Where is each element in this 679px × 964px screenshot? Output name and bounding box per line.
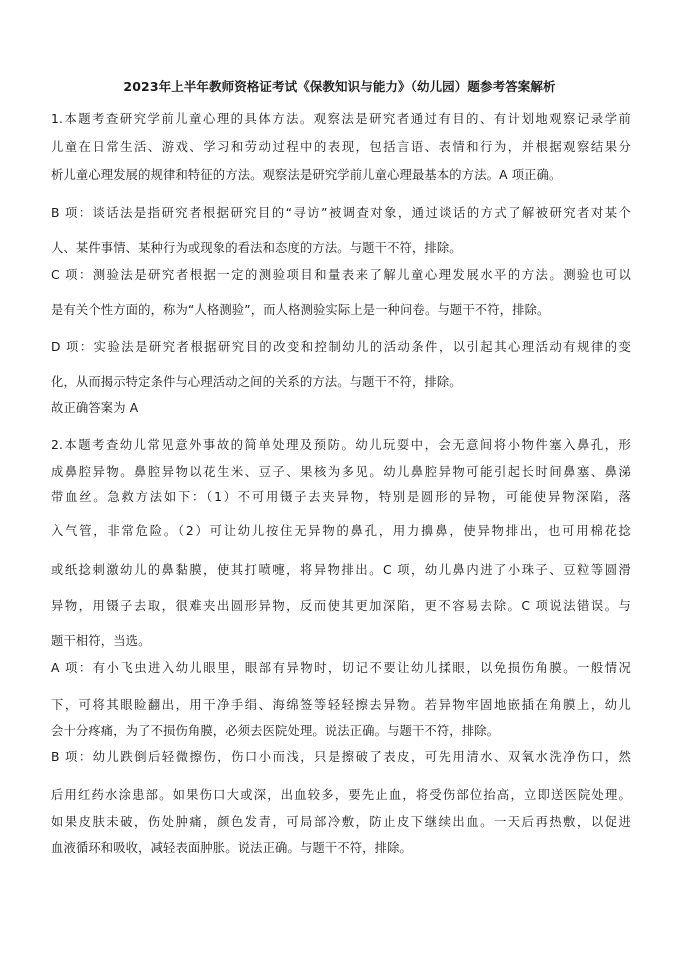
text-line: 异物，用镊子去取，很难夹出圆形异物，反而使其更加深陷，更不容易去除。C 项说法错误。与	[51, 599, 631, 613]
text-line: 会十分疼痛，为了不损伤角膜，必须去医院处理。说法正确。与题干不符，排除。	[51, 724, 500, 738]
text-line: 成鼻腔异物。鼻腔异物以花生米、豆子、果核为多见。幼儿鼻腔异物可能引起长时间鼻塞、鼻涕	[51, 465, 631, 479]
text-line: 后用红药水涂患部。如果伤口大或深，出血较多，要先止血，将受伤部位抬高，立即送医院处理。	[51, 788, 631, 802]
text-line: B 项：幼儿跌倒后轻微擦伤，伤口小而浅，只是擦破了表皮，可先用清水、双氧水洗净伤口，然	[51, 750, 631, 764]
text-line: 人、某件事情、某种行为或现象的看法和态度的方法。与题干不符，排除。	[51, 241, 462, 255]
document-title: 2023年上半年教师资格证考试《保教知识与能力》（幼儿园）题参考答案解析	[123, 79, 556, 94]
text-line: 血液循环和吸收，减轻表面肿胀。说法正确。与题干不符，排除。	[51, 841, 412, 855]
text-line: 如果皮肤未破，伤处肿痛，颜色发青，可局部冷敷，防止皮下继续出血。一天后再热敷，以促进	[51, 815, 631, 829]
text-line: 化，从而揭示特定条件与心理活动之间的关系的方法。与题干不符，排除。	[51, 375, 462, 389]
text-line: 析儿童心理发展的规律和特征的方法。观察法是研究学前儿童心理最基本的方法。A 项正确。	[51, 168, 562, 182]
text-line: 或纸捻刺激幼儿的鼻黏膜，使其打喷嚏，将异物排出。C 项，幼儿鼻内进了小珠子、豆粒等圆滑	[51, 563, 631, 577]
text-line: D 项：实验法是研究者根据研究目的改变和控制幼儿的活动条件，以引起其心理活动有规律的变	[51, 340, 631, 354]
text-line: A 项：有小飞虫进入幼儿眼里，眼部有异物时，切记不要让幼儿揉眼，以免损伤角膜。一般情况	[51, 661, 631, 675]
text-line: 题干相符，当选。	[51, 634, 151, 648]
text-line: 2.本题考查幼儿常见意外事故的简单处理及预防。幼儿玩耍中，会无意间将小物件塞入鼻孔，形	[51, 438, 631, 452]
text-line: 1.本题考查研究学前儿童心理的具体方法。观察法是研究者通过有目的、有计划地观察记录学前	[51, 112, 631, 126]
text-line: 是有关个性方面的，称为“人格测验”，而人格测验实际上是一种问卷。与题干不符，排除。	[51, 303, 550, 317]
text-line: B 项：谈话法是指研究者根据研究目的“寻访”被调查对象，通过谈话的方式了解被研究者对某个	[51, 206, 631, 220]
text-line: 下，可将其眼睑翻出，用干净手绢、海绵签等轻轻擦去异物。若异物牢固地嵌插在角膜上，幼儿	[51, 698, 631, 712]
text-line: 儿童在日常生活、游戏、学习和劳动过程中的表现，包括言语、表情和行为，并根据观察结果分	[51, 140, 631, 154]
text-line: 带血丝。急救方法如下：（1）不可用镊子去夹异物，特别是圆形的异物，可能使异物深陷，落	[51, 490, 631, 504]
text-line: C 项：测验法是研究者根据一定的测验项目和量表来了解儿童心理发展水平的方法。测验也可以	[51, 268, 631, 282]
text-line: 入气管，非常危险。（2）可让幼儿按住无异物的鼻孔，用力擤鼻，使异物排出，也可用棉花捻	[51, 524, 631, 538]
text-line: 故正确答案为 A	[51, 401, 139, 415]
